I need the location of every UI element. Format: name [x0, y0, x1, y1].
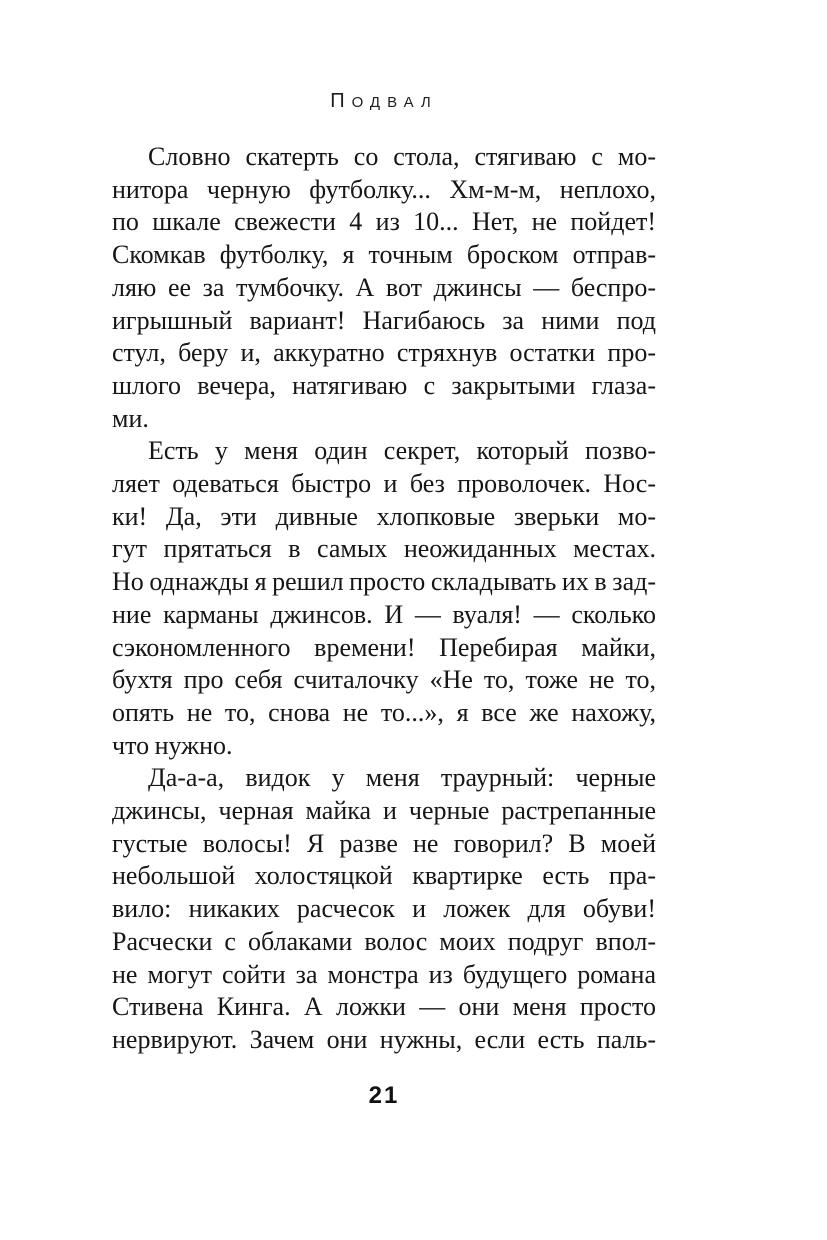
text-line: бухтя про себя считалочку «Не то, тоже не то,: [112, 665, 656, 695]
paragraph: [112, 435, 656, 762]
text-line: по шкале свежести 4 из 10... Нет, не пойдет!: [112, 207, 656, 237]
text-line: ки! Да, эти дивные хлопковые зверьки мо-: [112, 501, 656, 531]
text-line: Скомкав футболку, я точным броском отправ-: [112, 240, 656, 270]
text-line: шлого вечера, натягиваю с закрытыми глаза-: [112, 370, 656, 400]
text-line: Расчески с облаками волос моих подруг впол-: [112, 926, 656, 956]
text-line: Есть у меня один секрет, который позво-: [148, 436, 656, 466]
text-line: ние карманы джинсов. И — вуаля! — сколько: [112, 599, 656, 629]
text-line: ляет одеваться быстро и без проволочек. Нос-: [112, 469, 656, 499]
running-header-initial: П: [330, 90, 352, 112]
text-line: нервируют. Зачем они нужны, если есть паль-: [112, 1024, 656, 1054]
text-line: Словно скатерть со стола, стягиваю с мо-: [148, 142, 656, 171]
text-line: игрышный вариант! Нагибаюсь за ними под: [112, 305, 656, 335]
text-line: вило: никаких расчесок и ложек для обуви!: [112, 894, 656, 924]
running-header-rest: ОДВАЛ: [351, 94, 438, 111]
text-line: что нужно.: [112, 730, 233, 760]
text-line: небольшой холостяцкой квартирке есть пра-: [112, 861, 656, 891]
text-line: Но однажды я решил просто складывать их в зад-: [112, 567, 656, 597]
text-line: стул, беру и, аккуратно стряхнув остатки про-: [112, 338, 656, 368]
page-number: 21: [368, 1082, 400, 1109]
text-line: не могут сойти за монстра из будущего романа: [112, 959, 656, 989]
text-line: сэкономленного времени! Перебирая майки,: [112, 632, 656, 662]
text-line: густые волосы! Я разве не говорил? В моей: [112, 828, 656, 858]
text-line: Стивена Кинга. А ложки — они меня просто: [112, 992, 656, 1022]
text-line: джинсы, черная майка и черные растрепанные: [112, 796, 656, 826]
text-line: ми.: [112, 403, 149, 433]
paragraph: [112, 762, 656, 1056]
body-text: [112, 141, 656, 1057]
text-line: опять не то, снова не то...», я все же нахожу,: [112, 697, 656, 727]
paragraph: [112, 141, 656, 435]
text-line: Да-а-а, видок у меня траурный: черные: [148, 763, 656, 793]
text-line: нитора черную футболку... Хм-м-м, неплохо,: [112, 174, 656, 204]
running-header: [112, 90, 656, 113]
text-line: гут прятаться в самых неожиданных местах.: [112, 534, 656, 564]
text-line: ляю ее за тумбочку. А вот джинсы — беспро-: [112, 272, 656, 302]
